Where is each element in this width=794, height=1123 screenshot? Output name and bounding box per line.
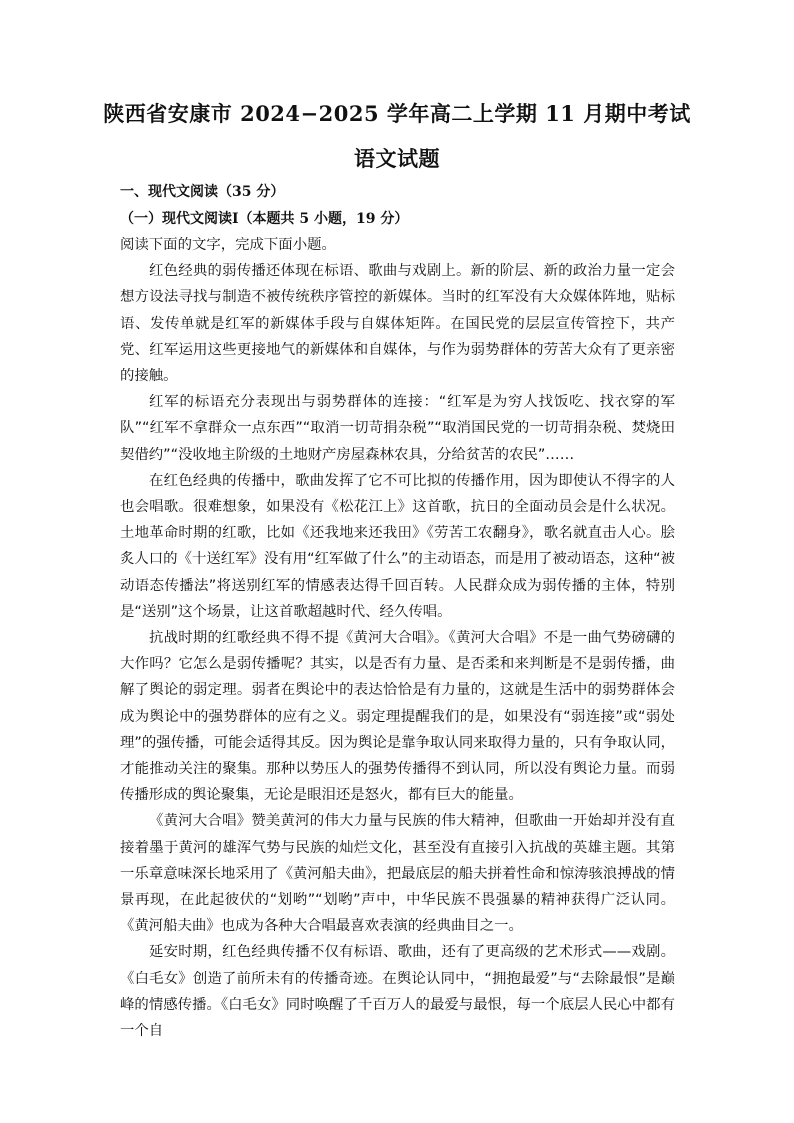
article-paragraph: 在红色经典的传播中，歌曲发挥了它不可比拟的传播作用，因为即使认不得字的人也会唱歌。很难想象，如果没有《松花江上》这首歌，抗日的全面动员会是什么状况。土地革命时期的红歌，比如《还我地来还我田》《劳苦工农翻身》，歌名就直击人心。脍炙人口的《十送红军》没有用“红军做了什么”的主动语态，而是用了被动语态，这种“被动语态传播法”将送别红军的情感表达得千回百转。人民群众成为弱传播的主体，特别是“送别”这个场景，让这首歌超越时代、经久传唱。 [120, 472, 675, 620]
article-paragraph: 抗战时期的红歌经典不得不提《黄河大合唱》。《黄河大合唱》不是一曲气势磅礴的大作吗？它怎么是弱传播呢？其实，以是否有力量、是否柔和来判断是不是弱传播，曲解了舆论的弱定理。弱者在舆论中的表达恰恰是有力量的，这就是生活中的弱势群体会成为舆论中的强势群体的应有之义。弱定理提醒我们的是，如果没有“弱连接”或“弱处理”的强传播，可能会适得其反。因为舆论是靠争取认同来取得力量的，只有争取认同，才能推动关注的聚集。那种以势压人的强势传播得不到认同，所以没有舆论力量。而弱传播形成的舆论聚集，无论是眼泪还是怒火，都有巨大的能量。 [120, 630, 675, 804]
instruction-text: 阅读下面的文字，完成下面小题。 [120, 237, 336, 253]
article-paragraph: 延安时期，红色经典传播不仅有标语、歌曲，还有了更高级的艺术形式——戏剧。《白毛女》创造了前所未有的传播奇迹。在舆论认同中，“拥抱最爱”与“去除最恨”是巅峰的情感传播。《白毛女》同时唤醒了千百万人的最爱与最恨，每一个底层人民心中都有一个自 [120, 944, 675, 1040]
article-paragraph: 《黄河大合唱》赞美黄河的伟大力量与民族的伟大精神，但歌曲一开始却并没有直接着墨于黄河的雄浑气势与民族的灿烂文化，甚至没有直接引入抗战的英雄主题。其第一乐章意味深长地采用了《黄河船夫曲》，把最底层的船夫拼着性命和惊涛骇浪搏战的情景再现，在此起彼伏的“划哟”“划哟”声中，中华民族不畏强暴的精神获得广泛认同。《黄河船夫曲》也成为各种大合唱最喜欢表演的经典曲目之一。 [120, 813, 675, 935]
article-paragraph: 红色经典的弱传播还体现在标语、歌曲与戏剧上。新的阶层、新的政治力量一定会想方设法寻找与制造不被传统秩序管控的新媒体。当时的红军没有大众媒体阵地，贴标语、发传单就是红军的新媒体手段与自媒体矩阵。在国民党的层层宣传管控下，共产党、红军运用这些更接地气的新媒体和自媒体，与作为弱势群体的劳苦大众有了更亲密的接触。 [120, 263, 675, 385]
article-body [120, 232, 675, 1044]
article-paragraph: 红军的标语充分表现出与弱势群体的连接：“红军是为穷人找饭吃、找衣穿的军队”“红军不拿群众一点东西”“取消一切苛捐杂税”“取消国民党的一切苛捐杂税、焚烧田契借约”“没收地主阶级的土地财产房屋森林农具，分给贫苦的农民”…… [120, 394, 675, 463]
section-heading: 一、现代文阅读（35 分） [120, 184, 285, 200]
document-subtitle: 语文试题 [354, 146, 440, 171]
document-title: 陕西省安康市 2024−2025 学年高二上学期 11 月期中考试 [103, 101, 691, 126]
subsection-heading: （一）现代文阅读Ⅰ（本题共 5 小题，19 分） [120, 211, 409, 227]
